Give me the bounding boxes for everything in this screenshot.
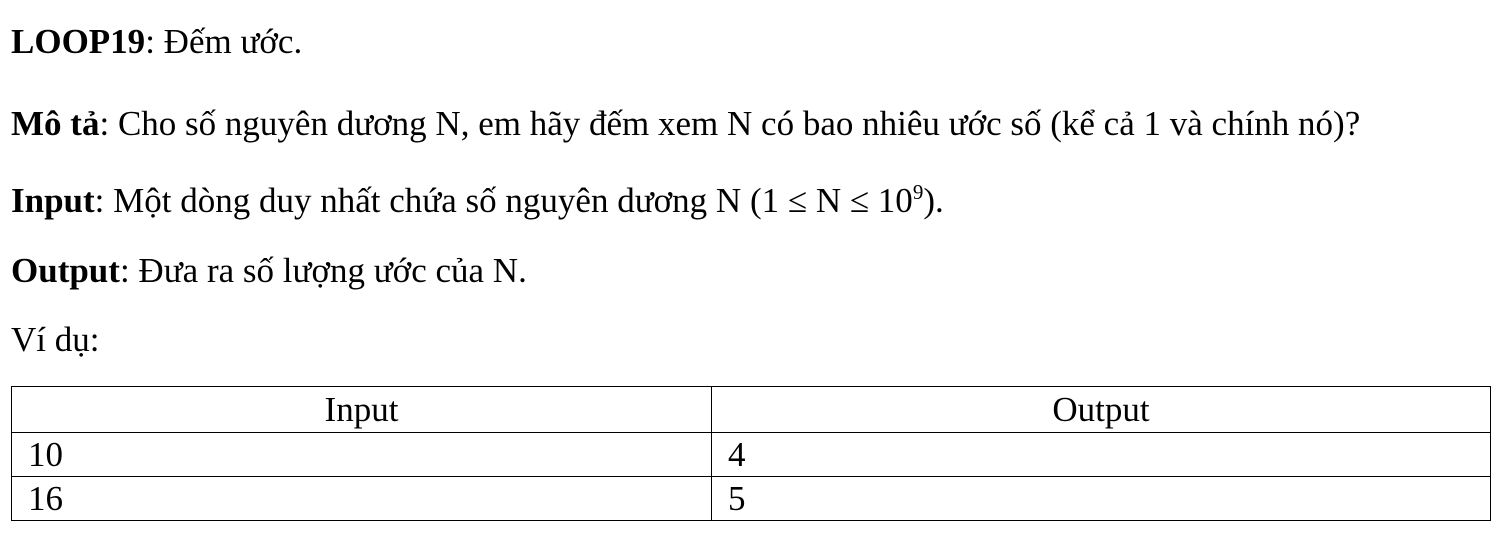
problem-title (11, 24, 302, 59)
table-row (12, 477, 1491, 521)
input-separator: : (94, 181, 114, 220)
example-input-cell: 16 (12, 477, 712, 521)
input-exponent: 9 (912, 180, 924, 204)
example-output-cell: 4 (712, 433, 1491, 477)
table-header-row (12, 387, 1491, 433)
example-heading: Ví dụ: (11, 320, 100, 359)
output-specification (11, 253, 527, 288)
input-text-end: ). (923, 181, 944, 220)
header-input: Input (12, 387, 712, 433)
problem-code: LOOP19 (11, 22, 146, 61)
output-label: Output (11, 251, 120, 290)
input-text: Một dòng duy nhất chứa số nguyên dương N (1 ≤ N ≤ 10 (113, 181, 913, 220)
title-separator: : (145, 22, 164, 61)
example-output-cell: 5 (712, 477, 1491, 521)
problem-name: Đếm ước. (163, 22, 303, 61)
problem-description (11, 106, 1360, 141)
example-input-cell: 10 (12, 433, 712, 477)
output-separator: : (119, 251, 139, 290)
input-specification (11, 180, 944, 220)
examples-table (11, 386, 1491, 521)
table-row (12, 433, 1491, 477)
description-label: Mô tả (11, 104, 100, 143)
output-text: Đưa ra số lượng ước của N. (138, 251, 527, 290)
input-label: Input (11, 181, 95, 220)
header-output: Output (712, 387, 1491, 433)
description-separator: : (99, 104, 118, 143)
description-text: Cho số nguyên dương N, em hãy đếm xem N có bao nhiêu ước số (kể cả 1 và chính nó)? (117, 104, 1361, 143)
